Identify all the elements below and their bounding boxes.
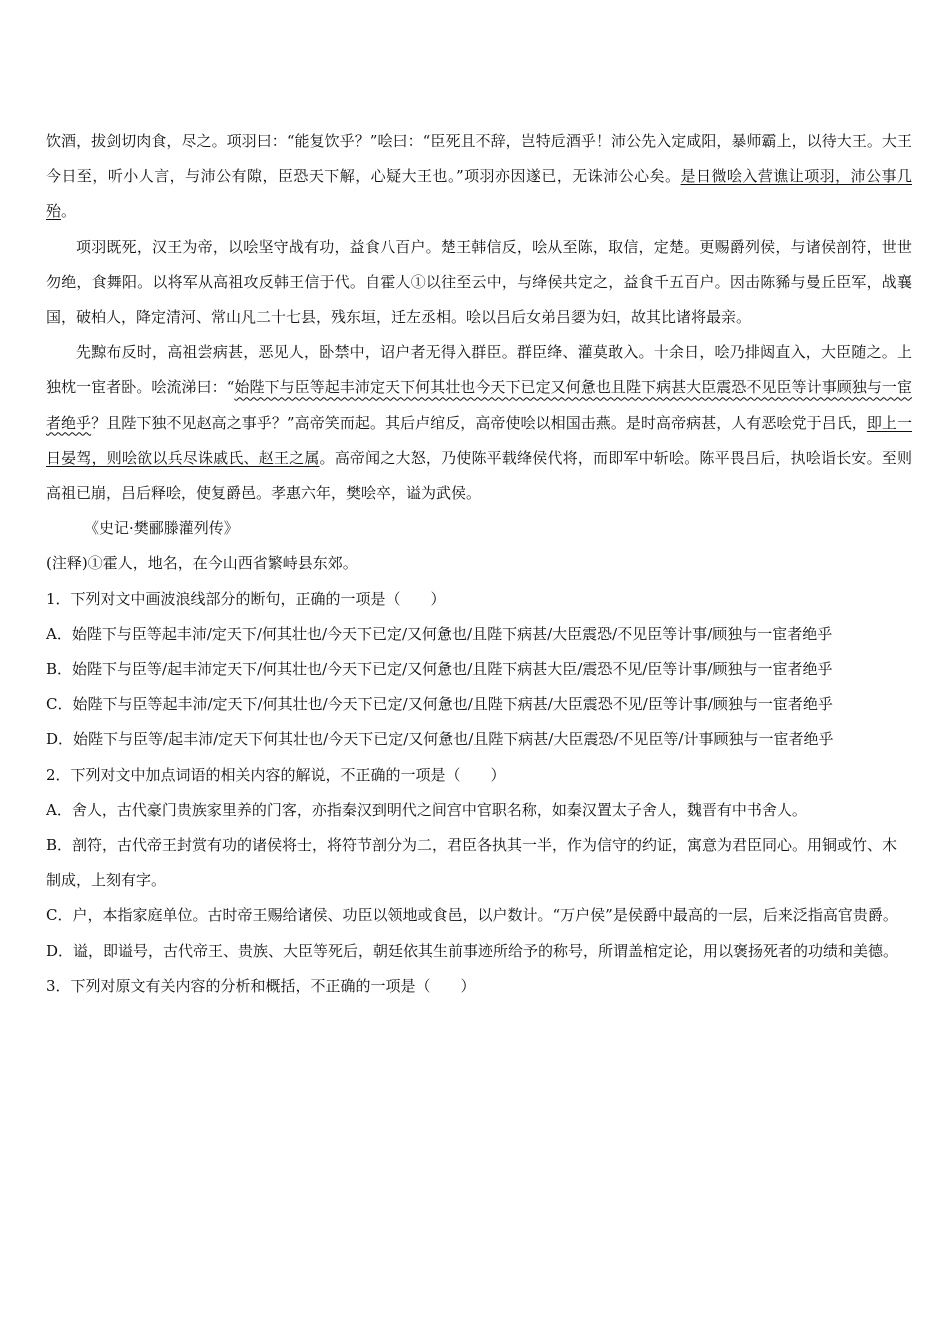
question-3 (46, 969, 912, 1004)
passage-text: 饮酒，拔剑切肉食，尽之。项羽曰：“能复饮乎？”哙曰：“臣死且不辞，岂特卮酒乎！沛公先入定咸阳，暴师霸上，以待大王。大王今日至，听小人言，与沛公有隙，臣恐天下解，心疑大王也。”项羽亦因遂已，无诛沛公心矣。 (46, 132, 912, 186)
passage-paragraph-1 (46, 124, 912, 230)
option-d: D．始陛下与臣等/起丰沛/定天下何其壮也/今天下已定/又何惫也/且陛下病甚/大臣震恐/不见臣等/计事顾独与一宦者绝乎 (46, 730, 834, 749)
option-b: B．始陛下与臣等/起丰沛定天下/何其壮也/今天下已定/又何惫也/且陛下病甚大臣/震恐不见/臣等计事/顾独与一宦者绝乎 (46, 660, 833, 679)
question-2 (46, 758, 912, 969)
underlined-sentence-1: 是日微哙入营谯让项羽，沛公事几殆 (46, 167, 912, 221)
passage-text: 。 (61, 202, 77, 221)
question-stem: 3．下列对原文有关内容的分析和概括，不正确的一项是（ ） (46, 976, 476, 995)
option-a: A．始陛下与臣等起丰沛/定天下/何其壮也/今天下已定/又何惫也/且陛下病甚/大臣震恐/不见臣等计事/顾独与一宦者绝乎 (46, 624, 833, 643)
option-c: C．始陛下与臣等起丰沛/定天下/何其壮也/今天下已定/又何惫也/且陛下病甚/大臣震恐不见/臣等计事/顾独与一宦者绝乎 (46, 695, 833, 714)
underlined-sentence-2: 即上一日晏驾，则哙欲以兵尽诛戚氏、赵王之属 (46, 413, 912, 467)
question-stem: 2．下列对文中加点词语的相关内容的解说，不正确的一项是（ ） (46, 765, 506, 784)
passage-paragraph-2: 项羽既死，汉王为帝，以哙坚守战有功，益食八百户。楚王韩信反，哙从至陈，取信，定楚。更赐爵列侯，与诸侯剖符，世世勿绝，食舞阳。以将军从高祖攻反韩王信于代。自霍人①以往至云中，与绛侯共定之，益食千五百户。因击陈豨与曼丘臣军，战襄国，破柏人，降定清河、常山凡二十七县，残东垣，迁左丞相。哙以吕后女弟吕媭为妇，故其比诸将最亲。 (46, 237, 912, 327)
question-stem: 1．下列对文中画波浪线部分的断句，正确的一项是（ ） (46, 589, 446, 608)
option-b: B．剖符，古代帝王封赏有功的诸侯将士，将符节剖分为二，君臣各执其一半，作为信守的约证，寓意为君臣同心。用铜或竹、木制成，上刻有字。 (46, 836, 898, 890)
wavy-underlined-sentence: 始陛下与臣等起丰沛定天下何其壮也今天下已定又何惫也且陛下病甚大臣震恐不见臣等计事顾独与一宦者绝乎 (46, 378, 912, 432)
passage-text: 先黥布反时，高祖尝病甚，恶见人，卧禁中，诏户者无得入群臣。群臣绛、灌莫敢入。十余日，哙乃排闼直入，大臣随之。上独枕一宦者卧。哙流涕曰：“ (46, 343, 912, 397)
option-d: D．谥，即谥号，古代帝王、贵族、大臣等死后，朝廷依其生前事迹所给予的称号，所谓盖棺定论，用以褒扬死者的功绩和美德。 (46, 941, 899, 960)
option-a: A．舍人，古代豪门贵族家里养的门客，亦指秦汉到明代之间宫中官职名称，如秦汉置太子舍人，魏晋有中书舍人。 (46, 800, 807, 819)
document-page (46, 124, 912, 1004)
option-c: C．户，本指家庭单位。古时帝王赐给诸侯、功臣以领地或食邑，以户数计。“万户侯”是侯爵中最高的一层，后来泛指高官贵爵。 (46, 906, 898, 925)
passage-paragraph-3 (46, 335, 912, 511)
passage-text: ？且陛下独不见赵高之事乎？”高帝笑而起。其后卢绾反，高帝使哙以相国击燕。是时高帝病甚，人有恶哙党于吕氏， (91, 413, 867, 432)
passage-text: 。高帝闻之大怒，乃使陈平载绛侯代将，而即军中斩哙。陈平畏吕后，执哙诣长安。至则高祖已崩，吕后释哙，使复爵邑。孝惠六年，樊哙卒，谥为武侯。 (46, 448, 912, 503)
passage-note: (注释)①霍人，地名，在今山西省繁峙县东郊。 (46, 554, 358, 573)
question-1 (46, 582, 912, 758)
passage-source: 《史记·樊郦滕灌列传》 (84, 519, 239, 538)
